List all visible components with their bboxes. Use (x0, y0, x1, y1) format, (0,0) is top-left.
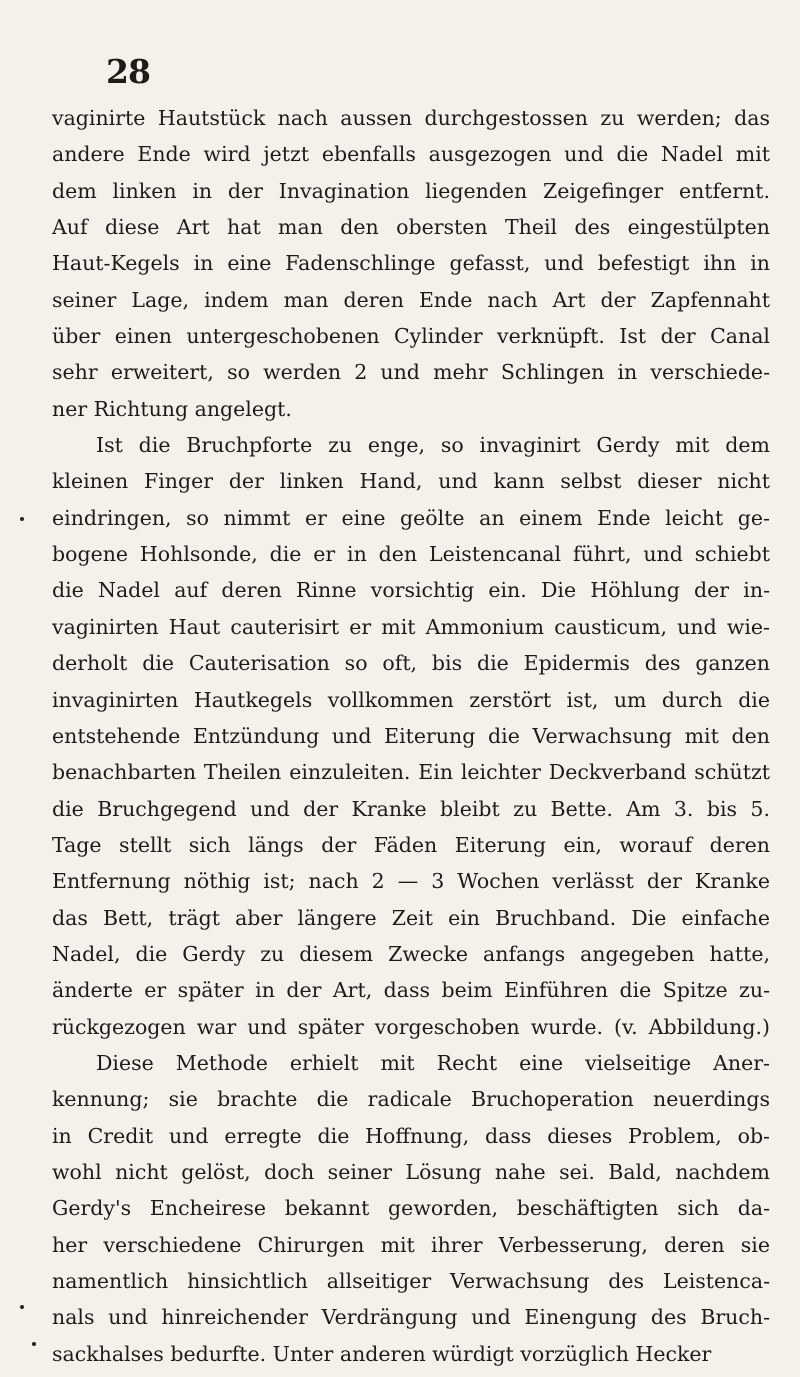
body-text (52, 100, 770, 1372)
print-speck (20, 517, 24, 521)
text-line: vaginirten Haut cauterisirt er mit Ammonium causticum, und wie- (52, 614, 770, 639)
text-line: Haut-Kegels in eine Fadenschlinge gefasst, und befestigt ihn in (52, 251, 770, 276)
text-line: vaginirte Hautstück nach aussen durchgestossen zu werden; das (52, 106, 770, 130)
text-line: her verschiedene Chirurgen mit ihrer Verbesserung, deren sie (52, 1232, 770, 1257)
text-line: bogene Hohlsonde, die er in den Leistencanal führt, und schiebt (52, 542, 770, 567)
text-line: andere Ende wird jetzt ebenfalls ausgezogen und die Nadel mit (52, 142, 770, 167)
print-speck (20, 1305, 24, 1309)
text-line: änderte er später in der Art, dass beim Einführen die Spitze zu- (52, 978, 770, 1003)
text-line: entstehende Entzündung und Eiterung die Verwachsung mit den (52, 723, 770, 748)
text-line: invaginirten Hautkegels vollkommen zerstört ist, um durch die (52, 687, 770, 712)
text-line: kennung; sie brachte die radicale Bruchoperation neuerdings (52, 1087, 770, 1112)
page-number: 28 (106, 52, 150, 91)
text-line: in Credit und erregte die Hoffnung, dass dieses Problem, ob- (52, 1123, 770, 1148)
text-line: über einen untergeschobenen Cylinder verknüpft. Ist der Canal (52, 324, 770, 349)
text-line: benachbarten Theilen einzuleiten. Ein leichter Deckverband schützt (52, 760, 770, 785)
text-line: derholt die Cauterisation so oft, bis die Epidermis des ganzen (52, 651, 770, 676)
text-line: das Bett, trägt aber längere Zeit ein Bruchband. Die einfache (52, 905, 770, 930)
text-line: Diese Methode erhielt mit Recht eine vielseitige Aner- (96, 1050, 770, 1075)
text-line: dem linken in der Invagination liegenden Zeigefinger entfernt. (52, 178, 770, 203)
text-line: Auf diese Art hat man den obersten Theil des eingestülpten (52, 215, 770, 240)
text-line: Ist die Bruchpforte zu enge, so invaginirt Gerdy mit dem (96, 433, 770, 458)
print-speck (32, 1342, 36, 1346)
text-line: nals und hinreichender Verdrängung und Einengung des Bruch- (52, 1305, 770, 1330)
text-line: wohl nicht gelöst, doch seiner Lösung nahe sei. Bald, nachdem (52, 1159, 770, 1184)
text-line: kleinen Finger der linken Hand, und kann selbst dieser nicht (52, 469, 770, 494)
text-line: eindringen, so nimmt er eine geölte an einem Ende leicht ge- (52, 505, 770, 530)
text-line: sehr erweitert, so werden 2 und mehr Schlingen in verschiede- (52, 360, 770, 385)
text-line: Tage stellt sich längs der Fäden Eiterung ein, worauf deren (52, 832, 770, 857)
text-line: Entfernung nöthig ist; nach 2 — 3 Wochen verlässt der Kranke (52, 869, 770, 894)
text-line: ner Richtung angelegt. (52, 396, 292, 421)
text-line: Gerdy's Encheirese bekannt geworden, beschäftigten sich da- (52, 1196, 770, 1221)
text-line: seiner Lage, indem man deren Ende nach Art der Zapfennaht (52, 287, 770, 312)
text-line: namentlich hinsichtlich allseitiger Verwachsung des Leistenca- (52, 1269, 770, 1293)
text-line: sackhalses bedurfte. Unter anderen würdigt vorzüglich Hecker (52, 1341, 712, 1366)
text-line: Nadel, die Gerdy zu diesem Zwecke anfangs angegeben hatte, (52, 941, 770, 966)
text-line: die Nadel auf deren Rinne vorsichtig ein. Die Höhlung der in- (52, 578, 770, 603)
text-line: die Bruchgegend und der Kranke bleibt zu Bette. Am 3. bis 5. (52, 796, 770, 821)
text-line: rückgezogen war und später vorgeschoben wurde. (v. Abbildung.) (52, 1014, 770, 1039)
